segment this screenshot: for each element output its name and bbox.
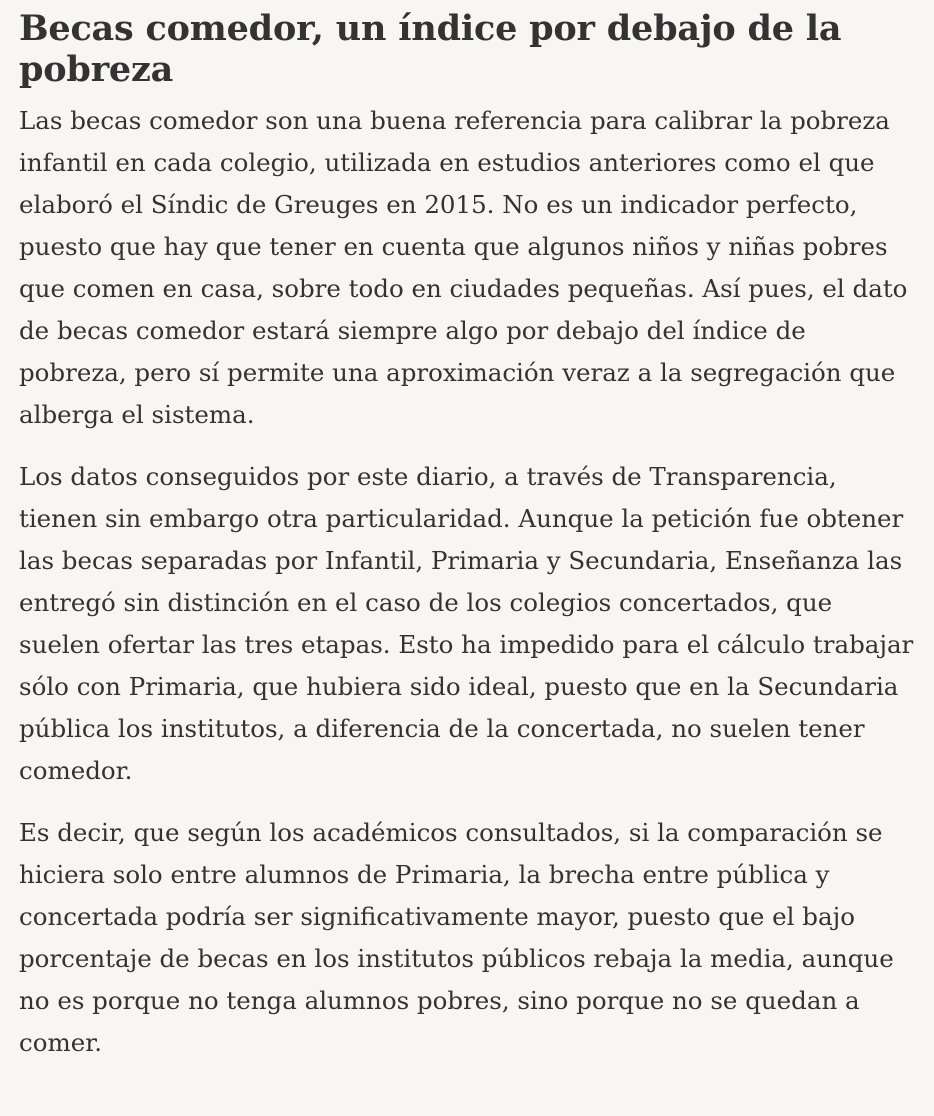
article-body (19, 8, 919, 1064)
article-paragraph: Es decir, que según los académicos consultados, si la comparación se hiciera solo entre alumnos de Primaria, la brecha entre pública y concertada podría ser significativamente mayor, puesto que el bajo porcentaje de becas en los institutos públicos rebaja la media, aunque no es porque no tenga alumnos pobres, sino porque no se quedan a comer. (19, 818, 894, 1057)
article-paragraph: Las becas comedor son una buena referencia para calibrar la pobreza infantil en cada colegio, utilizada en estudios anteriores como el que elaboró el Síndic de Greuges en 2015. No es un indicador perfecto, puesto que hay que tener en cuenta que algunos niños y niñas pobres que comen en casa, sobre todo en ciudades pequeñas. Así pues, el dato de becas comedor estará siempre algo por debajo del índice de pobreza, pero sí permite una aproximación veraz a la segregación que alberga el sistema. (19, 106, 908, 429)
article-section-heading: Becas comedor, un índice por debajo de la pobreza (19, 8, 842, 90)
article-paragraph: Los datos conseguidos por este diario, a través de Transparencia, tienen sin embargo otra particularidad. Aunque la petición fue obtener las becas separadas por Infantil, Primaria y Secundaria, Enseñanza las entregó sin distinción en el caso de los colegios concertados, que suelen ofertar las tres etapas. Esto ha impedido para el cálculo trabajar sólo con Primaria, que hubiera sido ideal, puesto que en la Secundaria pública los institutos, a diferencia de la concertada, no suelen tener comedor. (19, 462, 914, 785)
